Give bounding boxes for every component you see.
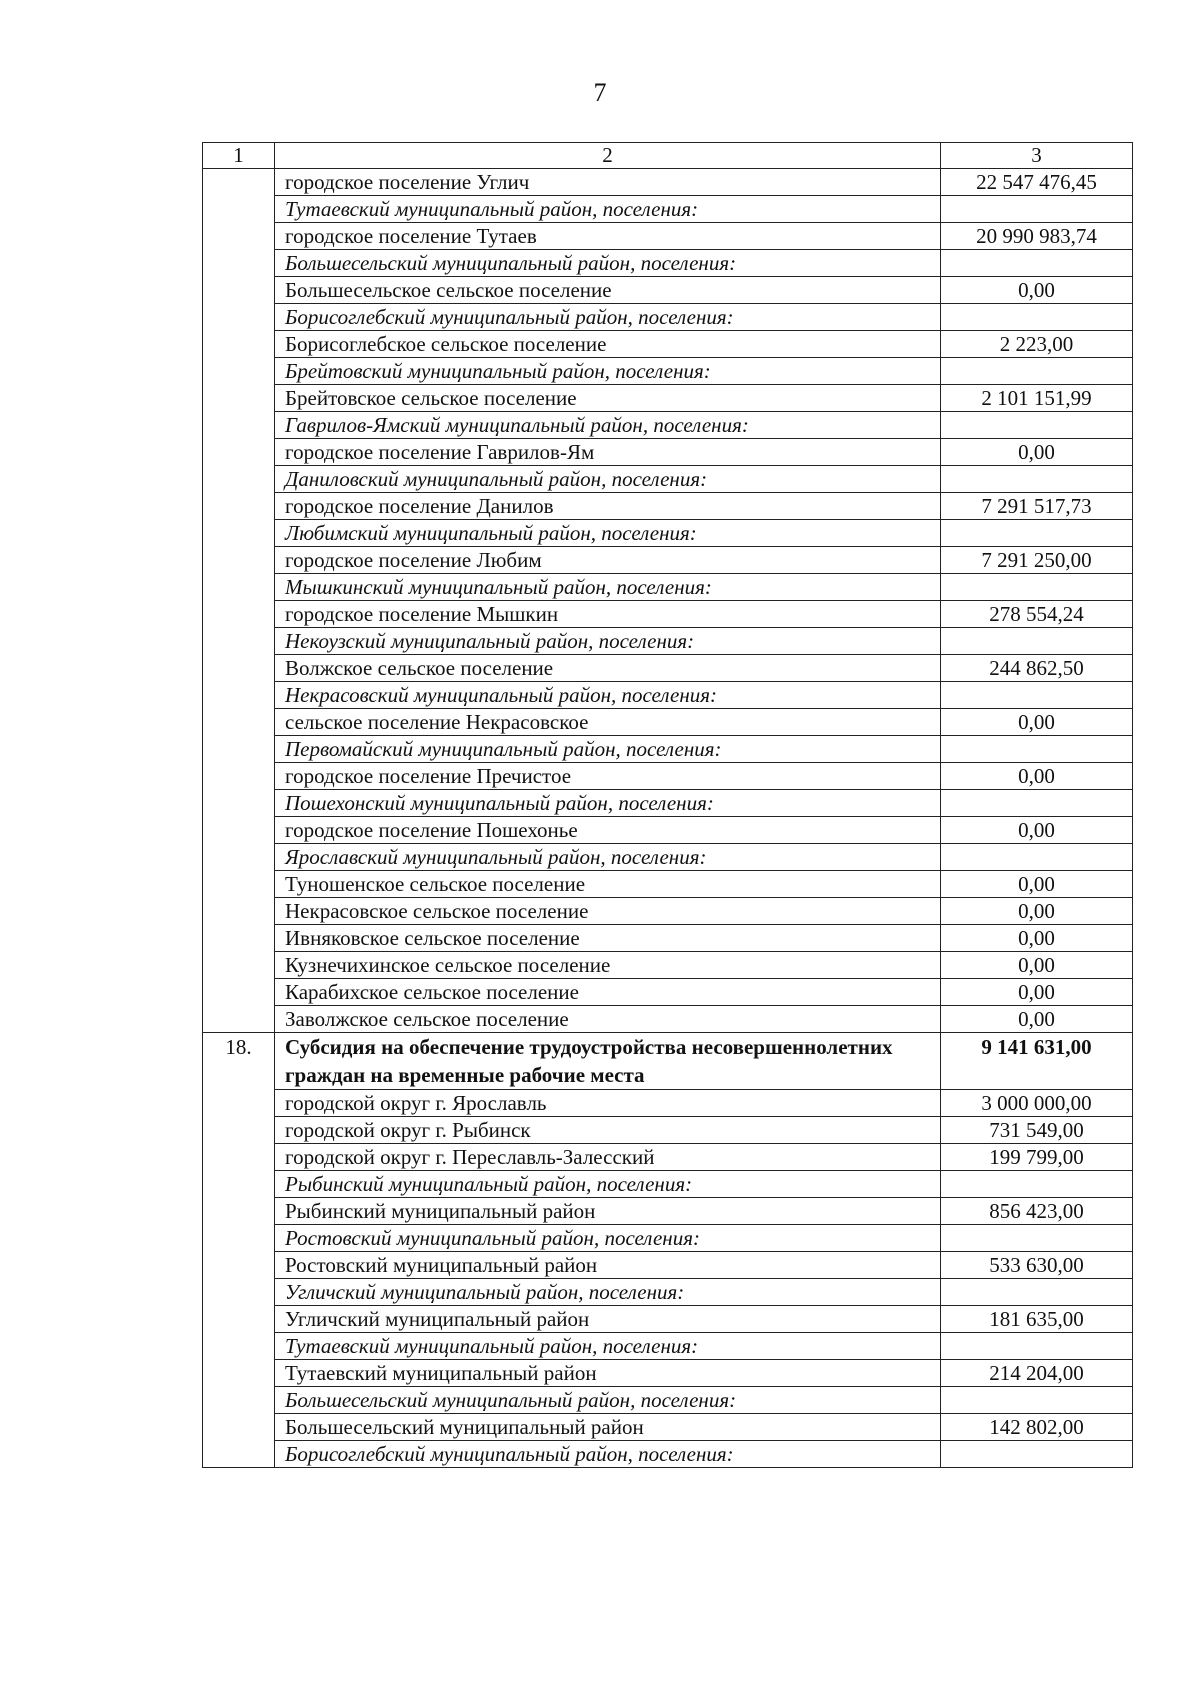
- column-header-2: 2: [275, 143, 941, 169]
- amount-cell: [941, 250, 1133, 277]
- section-18-row: [203, 1033, 1133, 1090]
- settlement-name: Угличский муниципальный район: [275, 1306, 941, 1333]
- index-cell: [203, 1279, 275, 1306]
- table-row: [203, 1360, 1133, 1387]
- index-cell: [203, 1144, 275, 1171]
- amount-cell: [941, 1279, 1133, 1306]
- amount-cell: 0,00: [941, 952, 1133, 979]
- column-header-1: 1: [203, 143, 275, 169]
- amount-cell: [941, 304, 1133, 331]
- district-heading-row: [203, 1279, 1133, 1306]
- index-cell: [203, 709, 275, 736]
- settlement-name: сельское поселение Некрасовское: [275, 709, 941, 736]
- amount-cell: 0,00: [941, 709, 1133, 736]
- district-heading-row: [203, 250, 1133, 277]
- index-cell: [203, 736, 275, 763]
- district-heading: Некрасовский муниципальный район, поселения:: [275, 682, 941, 709]
- index-cell: [203, 952, 275, 979]
- table-row: [203, 601, 1133, 628]
- amount-cell: 0,00: [941, 898, 1133, 925]
- table-row: [203, 763, 1133, 790]
- district-heading: Борисоглебский муниципальный район, поселения:: [275, 1441, 941, 1468]
- table-row: [203, 655, 1133, 682]
- index-cell: [203, 520, 275, 547]
- settlement-name: городское поселение Мышкин: [275, 601, 941, 628]
- index-cell: [203, 763, 275, 790]
- index-cell: [203, 331, 275, 358]
- district-heading: Рыбинский муниципальный район, поселения:: [275, 1171, 941, 1198]
- settlement-name: Ростовский муниципальный район: [275, 1252, 941, 1279]
- amount-cell: 244 862,50: [941, 655, 1133, 682]
- index-cell: [203, 304, 275, 331]
- amount-cell: 533 630,00: [941, 1252, 1133, 1279]
- index-cell: [203, 385, 275, 412]
- district-heading-row: [203, 1387, 1133, 1414]
- index-cell: [203, 1360, 275, 1387]
- district-heading: Тутаевский муниципальный район, поселения:: [275, 196, 941, 223]
- table-header-row: [203, 143, 1133, 169]
- settlement-name: городское поселение Любим: [275, 547, 941, 574]
- index-cell: [203, 628, 275, 655]
- amount-cell: [941, 1441, 1133, 1468]
- index-cell: [203, 1090, 275, 1117]
- amount-cell: [941, 358, 1133, 385]
- amount-cell: [941, 574, 1133, 601]
- index-cell: [203, 358, 275, 385]
- index-cell: [203, 790, 275, 817]
- table-row: [203, 169, 1133, 196]
- index-cell: [203, 1441, 275, 1468]
- index-cell: [203, 817, 275, 844]
- index-cell: [203, 250, 275, 277]
- settlement-name: Большесельское сельское поселение: [275, 277, 941, 304]
- amount-cell: 199 799,00: [941, 1144, 1133, 1171]
- index-cell: [203, 655, 275, 682]
- index-cell: [203, 1333, 275, 1360]
- amount-cell: [941, 412, 1133, 439]
- district-heading-row: [203, 790, 1133, 817]
- table-row: [203, 1090, 1133, 1117]
- table-row: [203, 223, 1133, 250]
- settlement-name: Кузнечихинское сельское поселение: [275, 952, 941, 979]
- district-heading: Некоузский муниципальный район, поселения:: [275, 628, 941, 655]
- district-heading: Большесельский муниципальный район, поселения:: [275, 250, 941, 277]
- district-heading: Гаврилов-Ямский муниципальный район, поселения:: [275, 412, 941, 439]
- district-heading-row: [203, 628, 1133, 655]
- settlement-name: Волжское сельское поселение: [275, 655, 941, 682]
- table-row: [203, 979, 1133, 1006]
- amount-cell: [941, 196, 1133, 223]
- table-row: [203, 331, 1133, 358]
- settlement-name: городское поселение Тутаев: [275, 223, 941, 250]
- amount-cell: 731 549,00: [941, 1117, 1133, 1144]
- amount-cell: [941, 682, 1133, 709]
- district-heading: Любимский муниципальный район, поселения:: [275, 520, 941, 547]
- district-heading: Пошехонский муниципальный район, поселения:: [275, 790, 941, 817]
- amount-cell: [941, 790, 1133, 817]
- allocation-table: [202, 142, 1133, 1468]
- amount-cell: 181 635,00: [941, 1306, 1133, 1333]
- district-heading-row: [203, 736, 1133, 763]
- amount-cell: 0,00: [941, 277, 1133, 304]
- amount-cell: 0,00: [941, 763, 1133, 790]
- amount-cell: 2 101 151,99: [941, 385, 1133, 412]
- settlement-name: Заволжское сельское поселение: [275, 1006, 941, 1033]
- settlement-name: городское поселение Пошехонье: [275, 817, 941, 844]
- settlement-name: городское поселение Углич: [275, 169, 941, 196]
- index-cell: [203, 844, 275, 871]
- section-index: 18.: [203, 1033, 275, 1090]
- index-cell: [203, 547, 275, 574]
- amount-cell: [941, 736, 1133, 763]
- table-row: [203, 1117, 1133, 1144]
- table-row: [203, 1414, 1133, 1441]
- table-row: [203, 925, 1133, 952]
- district-heading-row: [203, 1225, 1133, 1252]
- amount-cell: 0,00: [941, 925, 1133, 952]
- district-heading: Первомайский муниципальный район, поселения:: [275, 736, 941, 763]
- page-number: 7: [593, 78, 607, 107]
- district-heading-row: [203, 574, 1133, 601]
- amount-cell: 142 802,00: [941, 1414, 1133, 1441]
- settlement-name: Туношенское сельское поселение: [275, 871, 941, 898]
- settlement-name: городское поселение Пречистое: [275, 763, 941, 790]
- table-row: [203, 952, 1133, 979]
- index-cell: [203, 1006, 275, 1033]
- district-heading: Борисоглебский муниципальный район, поселения:: [275, 304, 941, 331]
- amount-cell: 856 423,00: [941, 1198, 1133, 1225]
- district-heading-row: [203, 682, 1133, 709]
- district-heading-row: [203, 412, 1133, 439]
- district-heading-row: [203, 304, 1133, 331]
- index-cell: [203, 1225, 275, 1252]
- amount-cell: 0,00: [941, 871, 1133, 898]
- index-cell: [203, 196, 275, 223]
- district-heading-row: [203, 520, 1133, 547]
- settlement-name: Ивняковское сельское поселение: [275, 925, 941, 952]
- settlement-name: Карабихское сельское поселение: [275, 979, 941, 1006]
- table-row: [203, 1006, 1133, 1033]
- table-row: [203, 547, 1133, 574]
- settlement-name: Брейтовское сельское поселение: [275, 385, 941, 412]
- index-cell: [203, 574, 275, 601]
- index-cell: [203, 412, 275, 439]
- amount-cell: 0,00: [941, 1006, 1133, 1033]
- amount-cell: 22 547 476,45: [941, 169, 1133, 196]
- settlement-name: городской округ г. Рыбинск: [275, 1117, 941, 1144]
- index-cell: [203, 1252, 275, 1279]
- table-row: [203, 817, 1133, 844]
- settlement-name: Большесельский муниципальный район: [275, 1414, 941, 1441]
- amount-cell: 0,00: [941, 817, 1133, 844]
- index-cell: [203, 439, 275, 466]
- district-heading-row: [203, 196, 1133, 223]
- district-heading-row: [203, 1333, 1133, 1360]
- amount-cell: 2 223,00: [941, 331, 1133, 358]
- settlement-name: Рыбинский муниципальный район: [275, 1198, 941, 1225]
- index-cell: [203, 1306, 275, 1333]
- district-heading: Ярославский муниципальный район, поселения:: [275, 844, 941, 871]
- district-heading-row: [203, 358, 1133, 385]
- amount-cell: 7 291 250,00: [941, 547, 1133, 574]
- index-cell: [203, 466, 275, 493]
- settlement-name: Борисоглебское сельское поселение: [275, 331, 941, 358]
- section-total: 9 141 631,00: [941, 1033, 1133, 1090]
- index-cell: [203, 1198, 275, 1225]
- index-cell: [203, 925, 275, 952]
- table-row: [203, 1144, 1133, 1171]
- table-row: [203, 1252, 1133, 1279]
- index-cell: [203, 871, 275, 898]
- district-heading: Мышкинский муниципальный район, поселения:: [275, 574, 941, 601]
- amount-cell: [941, 520, 1133, 547]
- amount-cell: [941, 1171, 1133, 1198]
- table-row: [203, 277, 1133, 304]
- index-cell: [203, 277, 275, 304]
- amount-cell: 0,00: [941, 979, 1133, 1006]
- district-heading-row: [203, 1171, 1133, 1198]
- settlement-name: Некрасовское сельское поселение: [275, 898, 941, 925]
- district-heading-row: [203, 466, 1133, 493]
- district-heading: Брейтовский муниципальный район, поселения:: [275, 358, 941, 385]
- settlement-name: городской округ г. Переславль-Залесский: [275, 1144, 941, 1171]
- table-row: [203, 493, 1133, 520]
- table-row: [203, 898, 1133, 925]
- settlement-name: городской округ г. Ярославль: [275, 1090, 941, 1117]
- amount-cell: [941, 628, 1133, 655]
- settlement-name: Тутаевский муниципальный район: [275, 1360, 941, 1387]
- index-cell: [203, 1387, 275, 1414]
- index-cell: [203, 979, 275, 1006]
- index-cell: [203, 1414, 275, 1441]
- amount-cell: 0,00: [941, 439, 1133, 466]
- index-cell: [203, 898, 275, 925]
- table-row: [203, 871, 1133, 898]
- district-heading: Большесельский муниципальный район, поселения:: [275, 1387, 941, 1414]
- amount-cell: 3 000 000,00: [941, 1090, 1133, 1117]
- section-title: Субсидия на обеспечение трудоустройства несовершеннолетних граждан на временные рабочие места: [275, 1033, 941, 1090]
- table-row: [203, 1306, 1133, 1333]
- index-cell: [203, 1117, 275, 1144]
- district-heading: Угличский муниципальный район, поселения:: [275, 1279, 941, 1306]
- amount-cell: [941, 1225, 1133, 1252]
- table-row: [203, 385, 1133, 412]
- amount-cell: 20 990 983,74: [941, 223, 1133, 250]
- column-header-3: 3: [941, 143, 1133, 169]
- index-cell: [203, 1171, 275, 1198]
- amount-cell: [941, 466, 1133, 493]
- table-row: [203, 1198, 1133, 1225]
- amount-cell: 214 204,00: [941, 1360, 1133, 1387]
- amount-cell: 7 291 517,73: [941, 493, 1133, 520]
- amount-cell: 278 554,24: [941, 601, 1133, 628]
- district-heading-row: [203, 844, 1133, 871]
- index-cell: [203, 223, 275, 250]
- amount-cell: [941, 844, 1133, 871]
- index-cell: [203, 169, 275, 196]
- settlement-name: городское поселение Гаврилов-Ям: [275, 439, 941, 466]
- district-heading: Ростовский муниципальный район, поселения:: [275, 1225, 941, 1252]
- district-heading: Тутаевский муниципальный район, поселения:: [275, 1333, 941, 1360]
- index-cell: [203, 493, 275, 520]
- amount-cell: [941, 1387, 1133, 1414]
- index-cell: [203, 682, 275, 709]
- district-heading-row: [203, 1441, 1133, 1468]
- settlement-name: городское поселение Данилов: [275, 493, 941, 520]
- table-row: [203, 439, 1133, 466]
- district-heading: Даниловский муниципальный район, поселения:: [275, 466, 941, 493]
- amount-cell: [941, 1333, 1133, 1360]
- table-row: [203, 709, 1133, 736]
- index-cell: [203, 601, 275, 628]
